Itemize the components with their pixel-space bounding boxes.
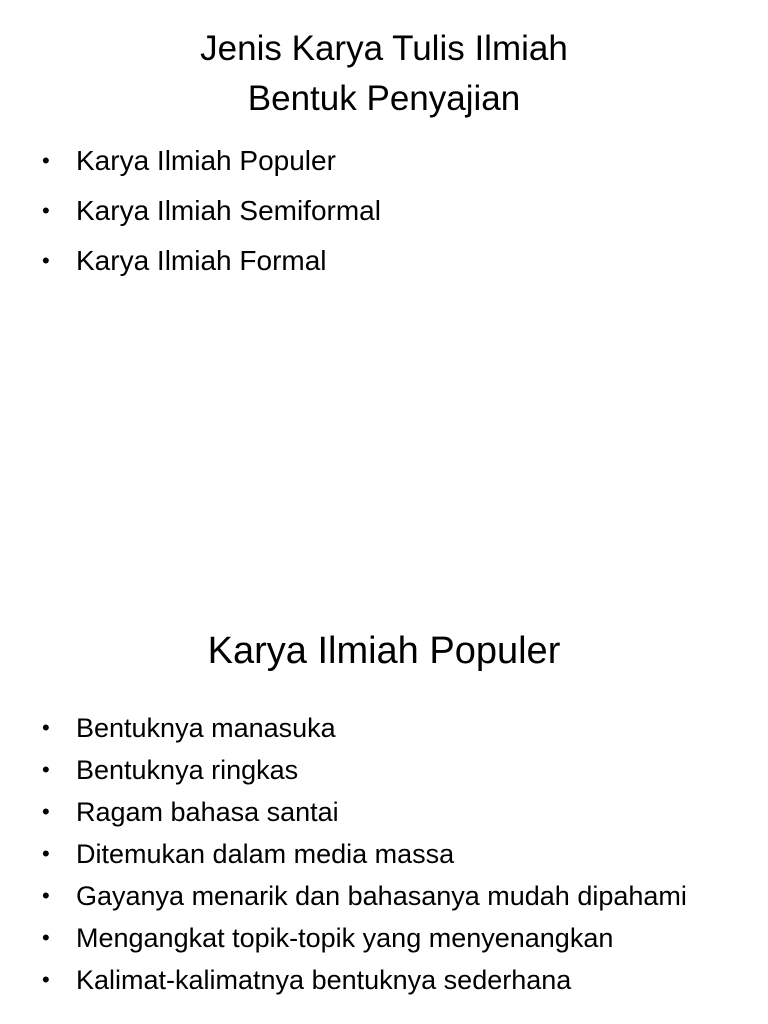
- list-item: • Ragam bahasa santai: [42, 797, 339, 827]
- list-item: • Bentuknya manasuka: [42, 713, 336, 743]
- bullet-icon: •: [42, 841, 50, 866]
- bullet-icon: •: [42, 757, 50, 782]
- list-item: • Gayanya menarik dan bahasanya mudah dipahami: [42, 881, 687, 911]
- slide-2-bullet-list: [42, 711, 728, 1005]
- list-item: • Bentuknya ringkas: [42, 755, 299, 785]
- bullet-icon: •: [42, 148, 50, 173]
- slide-1-title: [0, 24, 768, 124]
- list-item: • Karya Ilmiah Formal: [42, 240, 728, 282]
- list-item: • Ditemukan dalam media massa: [42, 839, 455, 869]
- slide-1-title-line-2: Bentuk Penyajian: [247, 79, 521, 118]
- list-item: • Karya Ilmiah Populer: [42, 140, 728, 182]
- bullet-icon: •: [42, 799, 50, 824]
- list-item: • Mengangkat topik-topik yang menyenangkan: [42, 923, 614, 953]
- bullet-icon: •: [42, 925, 50, 950]
- bullet-icon: •: [42, 883, 50, 908]
- bullet-icon: •: [42, 967, 50, 992]
- bullet-icon: •: [42, 198, 50, 223]
- slide-2: [0, 600, 768, 1024]
- bullet-icon: •: [42, 715, 50, 740]
- slide-1-bullet-list: [42, 140, 728, 290]
- slide-1-title-line-1: Jenis Karya Tulis Ilmiah: [200, 29, 568, 68]
- bullet-icon: •: [42, 248, 50, 273]
- list-item: • Kalimat-kalimatnya bentuknya sederhana: [42, 965, 572, 995]
- list-item: • Karya Ilmiah Semiformal: [42, 190, 728, 232]
- slide-2-title: Karya Ilmiah Populer: [207, 630, 561, 672]
